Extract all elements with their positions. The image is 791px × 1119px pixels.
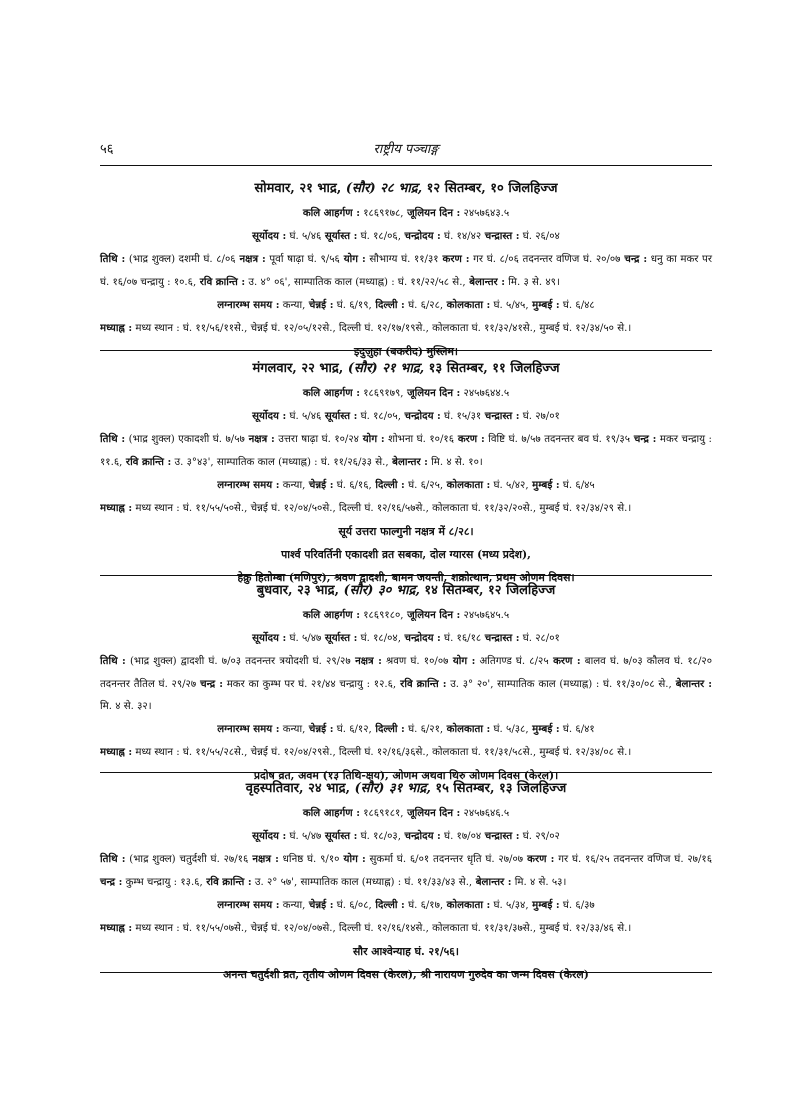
madhyahna-line: मध्याह्न : मध्य स्थान : घं. ११/५५/०७से., चेन्नई घं. १२/०४/०७से., दिल्ली घं. १२/१६/१४से., कोलकाता घं. ११/३१/३७से., मुम्बई घं. १२/३३/४६ से.। [100, 922, 632, 934]
madhyahna-line: मध्याह्न : मध्य स्थान : घं. ११/५५/२८से., चेन्नई घं. १२/०४/२९से., दिल्ली घं. १२/१६/३६से., कोलकाता घं. ११/३१/५८से., मुम्बई घं. १२/३४/०८ से.। [100, 746, 632, 758]
panchang-details: तिथि : (भाद्र शुक्ल) एकादशी घं. ७/५७ नक्षत्र : उत्तरा षाढ़ा घं. १०/२४ योग : शोभना घं. १०/१६ करण : विष्टि घं. ७/५७ तदनन्तर बव घं. १९/३५ चन्द्र : मकर चन्द्रायु : ११.६, रवि क्रान्ति : उ. ३°४३', साम्पातिक काल (मध्याह्न) : घं. ११/२६/३३ से., बेलान्तर : मि. ४ से. १०। [100, 433, 712, 468]
day-heading: बुधवार, २३ भाद्र, (सौर) ३० भाद्र, १४ सितम्बर, १२ जिलहिज्ज [256, 583, 556, 598]
rise-set-line: सूर्योदय : घं. ५/४७ सूर्यास्त : घं. १८/०४, चन्द्रोदय : घं. १६/१८ चन्द्रास्त : घं. २८/०१ [252, 632, 560, 644]
rise-set-line: सूर्योदय : घं. ५/४६ सूर्यास्त : घं. १८/०५, चन्द्रोदय : घं. १५/३१ चन्द्रास्त : घं. २७/०१ [252, 410, 560, 422]
festival-note: हेक्रु हितोम्बा (मणिपुर), श्रवण द्वादशी, बामन जयन्ती, शक्रोत्थान, प्रथम ओणम दिवस। [237, 571, 575, 584]
rise-set-line: सूर्योदय : घं. ५/४७ सूर्यास्त : घं. १८/०३, चन्द्रोदय : घं. १७/०४ चन्द्रास्त : घं. २९/०२ [252, 830, 560, 842]
festival-note: अनन्त चतुर्दशी व्रत, तृतीय ओणम दिवस (केरल), श्री नारायण गुरुदेव का जन्म दिवस (केरल) [223, 968, 589, 981]
festival-note: सूर्य उत्तरा फाल्गुनी नक्षत्र में ८/२८। [338, 525, 474, 538]
day-entry [100, 356, 712, 589]
lagna-line: लग्नारम्भ समय : कन्या, चेन्नई : घं. ६/१६, दिल्ली : घं. ६/२५, कोलकाता : घं. ५/४२, मुम्बई : घं. ६/४५ [217, 479, 595, 491]
page-title: राष्ट्रीय पञ्चाङ्ग [373, 142, 439, 157]
day-entry [100, 578, 712, 787]
lagna-line: लग्नारम्भ समय : कन्या, चेन्नई : घं. ६/०८, दिल्ली : घं. ६/१७, कोलकाता : घं. ५/३४, मुम्बई : घं. ६/३७ [217, 899, 595, 911]
day-heading: सोमवार, २१ भाद्र, (सौर) २८ भाद्र, १२ सितम्बर, १० जिलहिज्ज [254, 181, 558, 196]
day-separator [100, 350, 712, 351]
day-heading: वृहस्पतिवार, २४ भाद्र, (सौर) ३१ भाद्र, १५ सितम्बर, १३ जिलहिज्ज [245, 781, 567, 796]
page-number: ५६ [100, 142, 114, 157]
lagna-line: लग्नारम्भ समय : कन्या, चेन्नई : घं. ६/१२, दिल्ली : घं. ६/२१, कोलकाता : घं. ५/३८, मुम्बई : घं. ६/४१ [217, 723, 595, 735]
festival-note: प्रदोष व्रत, अवम (१३ तिथि-क्षय), ओणम अथवा थिरु ओणम दिवस (केरल)। [253, 769, 559, 782]
festival-note: पार्श्व परिवर्तिनी एकादशी व्रत सबका, दोल ग्यारस (मध्य प्रदेश), [281, 548, 531, 561]
panchang-details: तिथि : (भाद्र शुक्ल) दशमी घं. ८/०६ नक्षत्र : पूर्वा षाढ़ा घं. ९/५६ योग : सौभाग्य घं. ११/३१ करण : गर घं. ८/०६ तदनन्तर वणिज घं. २०/०७ चन्द्र : धनु का मकर पर घं. १६/०७ चन्द्रायु : १०.६, रवि क्रान्ति : उ. ४° ०६', साम्पातिक काल (मध्याह्न) : घं. ११/२२/५८ से., बेलान्तर : मि. ३ से. ४९। [100, 253, 712, 288]
kali-julian-line: कलि आहर्गण : १८६९१८१, जूलियन दिन : २४५७६४६.५ [302, 807, 510, 819]
page-header [100, 135, 712, 163]
kali-julian-line: कलि आहर्गण : १८६९१७८, जूलियन दिन : २४५७६४३.५ [302, 207, 510, 219]
day-separator [100, 772, 712, 773]
festival-note: सौर आश्वेन्याह घं. २१/५६। [352, 945, 460, 958]
day-entry [100, 176, 712, 363]
bottom-rule [100, 972, 712, 973]
day-separator [100, 575, 712, 576]
rise-set-line: सूर्योदय : घं. ५/४६ सूर्यास्त : घं. १८/०६, चन्द्रोदय : घं. १४/४२ चन्द्रास्त : घं. २६/०४ [252, 230, 560, 242]
kali-julian-line: कलि आहर्गण : १८६९१७९, जूलियन दिन : २४५७६४४.५ [302, 387, 510, 399]
madhyahna-line: मध्याह्न : मध्य स्थान : घं. ११/५६/११से., चेन्नई घं. १२/०५/१२से., दिल्ली घं. १२/१७/१९से., कोलकाता घं. ११/३२/४१से., मुम्बई घं. १२/३४/५० से.। [100, 322, 632, 334]
day-heading: मंगलवार, २२ भाद्र, (सौर) २१ भाद्र, १३ सितम्बर, ११ जिलहिज्ज [252, 361, 560, 376]
madhyahna-line: मध्याह्न : मध्य स्थान : घं. ११/५५/५०से., चेन्नई घं. १२/०४/५०से., दिल्ली घं. १२/१६/५७से., कोलकाता घं. ११/३२/२०से., मुम्बई घं. १२/३४/२९ से.। [100, 502, 632, 514]
festival-note: इदुज़ुहा (बकरीद) मुस्लिम। [353, 345, 459, 358]
day-entry [100, 776, 712, 986]
panchang-details: तिथि : (भाद्र शुक्ल) द्वादशी घं. ७/०३ तदनन्तर त्रयोदशी घं. २९/२७ नक्षत्र : श्रवण घं. १०/०७ योग : अतिगण्ड घं. ८/२५ करण : बालव घं. ७/०३ कौलव घं. १८/२० तदनन्तर तैतिल घं. २९/२७ चन्द्र : मकर का कुम्भ पर घं. २१/४४ चन्द्रायु : १२.६, रवि क्रान्ति : उ. ३° २०', साम्पातिक काल (मध्याह्न) : घं. ११/३०/०८ से., बेलान्तर : मि. ४ से. ३२। [100, 655, 712, 712]
lagna-line: लग्नारम्भ समय : कन्या, चेन्नई : घं. ६/१९, दिल्ली : घं. ६/२८, कोलकाता : घं. ५/४५, मुम्बई : घं. ६/४८ [217, 299, 595, 311]
header-rule [100, 165, 712, 166]
panchang-details: तिथि : (भाद्र शुक्ल) चतुर्दशी घं. २७/१६ नक्षत्र : धनिष्ठ घं. ९/१० योग : सुकर्मा घं. ६/०१ तदनन्तर धृति घं. २७/०७ करण : गर घं. १६/२५ तदनन्तर वणिज घं. २७/१६ चन्द्र : कुम्भ चन्द्रायु : १३.६, रवि क्रान्ति : उ. २° ५७', साम्पातिक काल (मध्याह्न) : घं. ११/३३/४३ से., बेलान्तर : मि. ४ से. ५३। [100, 853, 713, 888]
kali-julian-line: कलि आहर्गण : १८६९१८०, जूलियन दिन : २४५७६४५.५ [302, 609, 510, 621]
